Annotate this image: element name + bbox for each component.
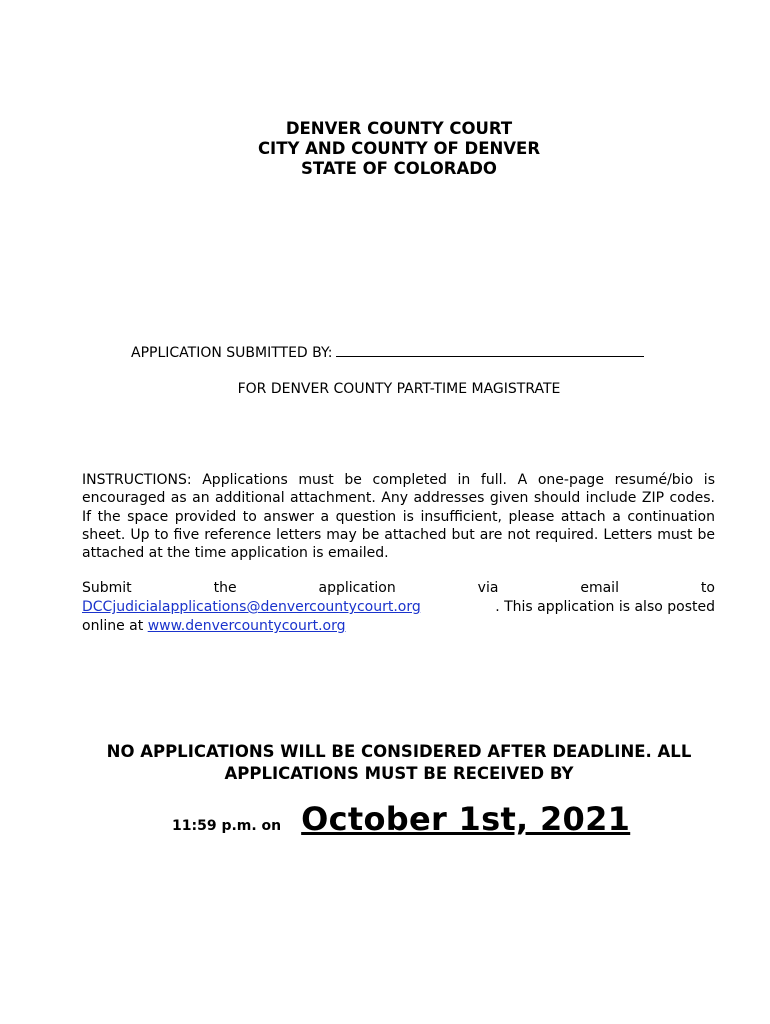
submitted-by-label: APPLICATION SUBMITTED BY: [131, 345, 333, 361]
submitted-by-blank[interactable] [336, 355, 644, 357]
submit-word: Submit [82, 580, 132, 596]
submit-word: via [477, 580, 499, 596]
submit-paragraph [82, 579, 715, 636]
deadline-time: 11:59 p.m. on [172, 818, 282, 834]
submit-word: email [580, 580, 619, 596]
city-county-name: CITY AND COUNTY OF DENVER [257, 139, 541, 158]
submit-word: the [213, 580, 237, 596]
deadline-line-2: APPLICATIONS MUST BE RECEIVED BY [224, 764, 574, 783]
online-prefix: online at [82, 618, 144, 634]
submit-row-2 [82, 598, 715, 617]
deadline-notice [0, 741, 770, 785]
instructions-paragraph: INSTRUCTIONS: Applications must be completed in full. A one-page resumé/bio is encouraged as an additional attachment. Any addresses given should include ZIP codes. If the space provided to answer a question is insufficient, please attach a continuation sheet. Up to five reference letters may be attached but are not required. Letters must be attached at the time application is emailed. [82, 472, 715, 562]
position-title: FOR DENVER COUNTY PART-TIME MAGISTRATE [237, 381, 561, 397]
deadline-date: October 1st, 2021 [301, 800, 631, 838]
court-header [0, 119, 770, 179]
state-name: STATE OF COLORADO [301, 159, 497, 178]
posted-text: . This application is also posted [495, 599, 715, 615]
submitted-by-line [131, 345, 644, 361]
submit-row-1 [82, 579, 715, 598]
submit-word: application [318, 580, 396, 596]
deadline-line-1: NO APPLICATIONS WILL BE CONSIDERED AFTER DEADLINE. ALL [106, 742, 692, 761]
email-link[interactable]: DCCjudicialapplications@denvercountycourt.org [82, 599, 421, 615]
court-name: DENVER COUNTY COURT [285, 119, 513, 138]
website-link[interactable]: www.denvercountycourt.org [147, 618, 346, 634]
deadline-datetime [172, 800, 630, 838]
submit-row-3 [82, 617, 715, 636]
submit-word: to [700, 580, 715, 596]
